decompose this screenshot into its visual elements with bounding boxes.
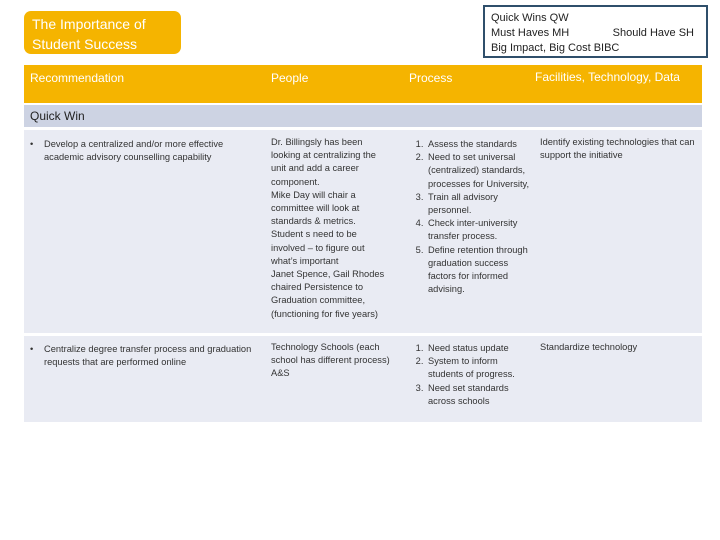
process-item: 2. System to inform students of progress. [426, 355, 532, 381]
process-item: 1. Assess the standards [426, 138, 532, 151]
process-list [404, 342, 532, 408]
recommendation-cell [30, 138, 260, 164]
slide-title: The Importance of Student Success [24, 11, 181, 54]
people-line: A&S [271, 368, 290, 379]
bullet-icon: • [30, 139, 34, 149]
people-cell [271, 136, 393, 321]
recommendation-text: Centralize degree transfer process and graduation requests that are performed online [44, 344, 252, 368]
facilities-cell: Identify existing technologies that can support the initiative [540, 137, 695, 161]
column-header-facilities: Facilities, Technology, Data [535, 70, 680, 84]
process-item: 3. Train all advisory personnel. [426, 191, 532, 217]
section-label: Quick Win [30, 109, 85, 123]
column-header-recommendation: Recommendation [30, 71, 125, 85]
process-item: 2. Need to set universal (centralized) standards, processes for University, [426, 151, 532, 191]
process-list [404, 138, 532, 296]
column-header-people: People [271, 71, 309, 85]
legend-line-3: Big Impact, Big Cost BIBC [491, 42, 620, 54]
process-cell [404, 342, 532, 408]
people-line: Mike Day will chair a committee will look at standards & metrics. [271, 189, 360, 227]
table-row [24, 336, 702, 422]
people-cell [271, 341, 393, 381]
legend-line-1: Quick Wins QW [491, 12, 569, 24]
process-item: 4. Check inter-university transfer process. [426, 217, 532, 243]
people-line: Janet Spence, Gail Rhodes chaired Persistence to Graduation committee, (functioning for five years) [271, 269, 385, 319]
section-header-quick-win [24, 105, 702, 127]
recommendation-text: Develop a centralized and/or more effective academic advisory counselling capability [44, 139, 224, 163]
process-item: 3. Need set standards across schools [426, 382, 532, 408]
legend-should-have: Should Have SH [612, 27, 694, 39]
legend-must-haves: Must Haves MH [491, 27, 570, 39]
people-line: Dr. Billingsly has been looking at centralizing the unit and add a career component. [271, 137, 376, 187]
recommendation-cell [30, 343, 260, 369]
table-row [24, 130, 702, 333]
people-line: Technology Schools (each school has different process) [271, 342, 390, 366]
legend-line-2 [491, 26, 700, 41]
process-item: 1. Need status update [426, 342, 532, 355]
table-header [24, 65, 702, 103]
process-cell [404, 138, 532, 296]
bullet-icon: • [30, 344, 34, 354]
legend-box [483, 5, 708, 58]
facilities-cell: Standardize technology [540, 342, 638, 352]
people-line: Student s need to be involved – to figure out what’s important [271, 229, 365, 266]
process-item: 5. Define retention through graduation success factors for informed advising. [426, 244, 532, 297]
column-header-process: Process [409, 71, 453, 85]
